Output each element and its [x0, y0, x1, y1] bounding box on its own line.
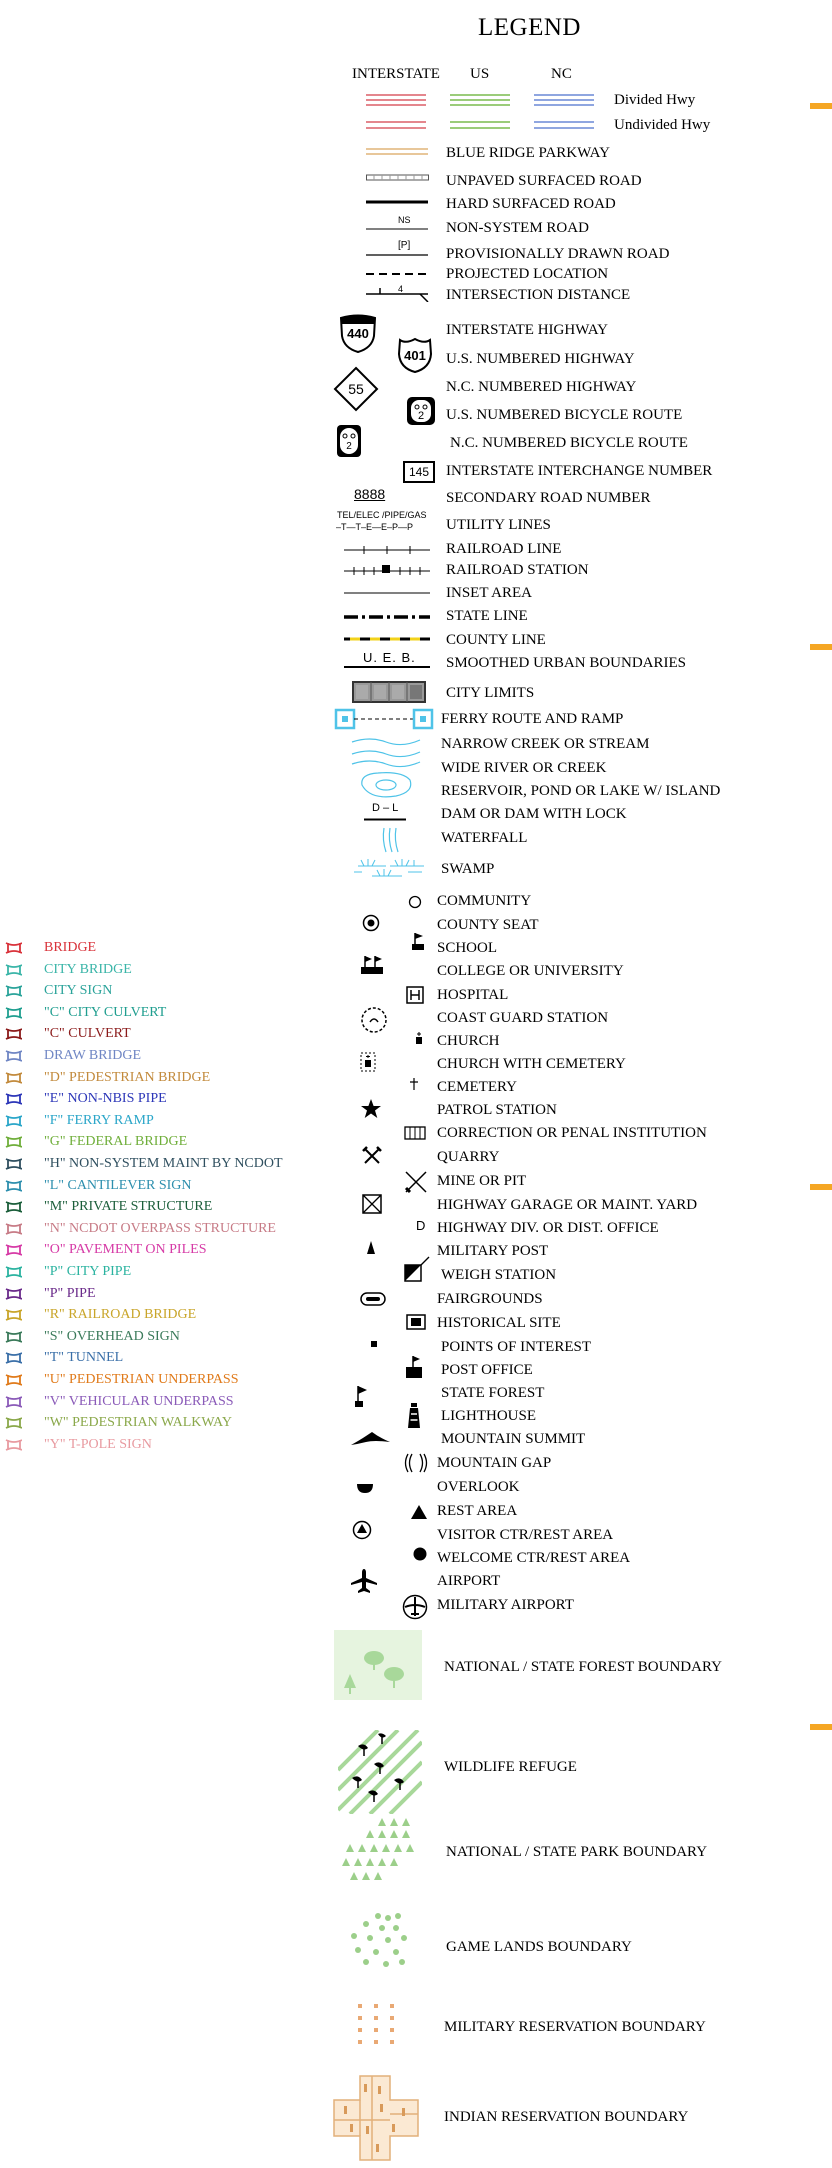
non-system-road-symbol	[366, 228, 430, 230]
bridge-legend-label: "E" NON-NBIS PIPE	[44, 1091, 167, 1107]
bridge-legend-label: "D" PEDESTRIAN BRIDGE	[44, 1069, 211, 1085]
label-secondary: SECONDARY ROAD NUMBER	[446, 490, 651, 506]
road-provisional: PROVISIONALLY DRAWN ROAD	[446, 246, 670, 262]
bridge-legend-label: "F" FERRY RAMP	[44, 1112, 154, 1128]
bridge-symbol-icon	[4, 1265, 22, 1279]
label-inset: INSET AREA	[446, 585, 532, 601]
parkway-symbol	[366, 147, 430, 157]
label-county-line: COUNTY LINE	[446, 632, 546, 648]
patrol-station-icon	[360, 1098, 382, 1120]
label-ueb: SMOOTHED URBAN BOUNDARIES	[446, 655, 687, 671]
bridge-symbol-icon	[4, 1438, 22, 1452]
distance-mark: 4	[398, 284, 404, 294]
interstate-shield-icon	[338, 312, 378, 354]
park-boundary-symbol	[340, 1816, 424, 1886]
label-gamelands: GAME LANDS BOUNDARY	[446, 1939, 632, 1955]
label-poi: POINTS OF INTEREST	[441, 1339, 592, 1355]
bridge-legend-label: "T" TUNNEL	[44, 1350, 124, 1366]
bridge-legend-label: "R" RAILROAD BRIDGE	[44, 1307, 197, 1323]
label-park: NATIONAL / STATE PARK BOUNDARY	[446, 1844, 708, 1860]
correction-icon	[404, 1126, 426, 1140]
bridge-legend-label: "N" NCDOT OVERPASS STRUCTURE	[44, 1220, 276, 1236]
secondary-road-number: 8888	[354, 486, 386, 502]
hospital-icon	[406, 986, 424, 1004]
label-reservoir: RESERVOIR, POND OR LAKE W/ ISLAND	[441, 783, 721, 799]
accent-mark	[810, 103, 832, 109]
label-nc-bike: N.C. NUMBERED BICYCLE ROUTE	[450, 435, 688, 451]
wildlife-refuge-symbol	[338, 1730, 422, 1814]
label-city-limits: CITY LIMITS	[446, 685, 535, 701]
road-non-system: NON-SYSTEM ROAD	[446, 220, 589, 236]
label-ferry: FERRY ROUTE AND RAMP	[441, 711, 624, 727]
hard-road-symbol	[366, 200, 430, 204]
state-line-symbol	[344, 614, 434, 620]
fairgrounds-icon	[360, 1292, 386, 1306]
railroad-line-symbol	[344, 544, 434, 556]
road-projected: PROJECTED LOCATION	[446, 266, 609, 282]
bridge-legend-label: "Y" T-POLE SIGN	[44, 1436, 152, 1452]
bridge-symbol-icon	[4, 1395, 22, 1409]
ueb-line-symbol	[344, 665, 434, 669]
label-community: COMMUNITY	[437, 893, 532, 909]
lighthouse-icon	[406, 1402, 422, 1430]
division-office-icon: D	[416, 1218, 426, 1233]
bridge-symbol-icon	[4, 1092, 22, 1106]
accent-mark	[810, 1724, 832, 1730]
label-church: CHURCH	[437, 1033, 500, 1049]
label-dam: DAM OR DAM WITH LOCK	[441, 806, 627, 822]
bridge-symbol-icon	[4, 1049, 22, 1063]
bridge-symbol-icon	[4, 1157, 22, 1171]
label-lighthouse: LIGHTHOUSE	[441, 1408, 536, 1424]
military-post-icon	[366, 1240, 376, 1256]
label-post-office: POST OFFICE	[441, 1362, 533, 1378]
bridge-symbol-icon	[4, 1287, 22, 1301]
label-us-hwy: U.S. NUMBERED HIGHWAY	[446, 351, 635, 367]
label-welcome: WELCOME CTR/REST AREA	[437, 1550, 631, 1566]
label-military-post: MILITARY POST	[437, 1243, 549, 1259]
swamp-icon	[354, 854, 428, 882]
bridge-symbol-icon	[4, 1330, 22, 1344]
bridge-symbol-icon	[4, 1308, 22, 1322]
ferry-route-symbol	[334, 708, 436, 730]
label-rest-area: REST AREA	[437, 1503, 518, 1519]
weigh-station-icon	[404, 1256, 430, 1282]
nc-bike-num: 2	[346, 441, 352, 452]
label-military-res: MILITARY RESERVATION BOUNDARY	[444, 2019, 706, 2035]
label-airport: AIRPORT	[437, 1573, 501, 1589]
us-shield-icon	[396, 336, 434, 374]
airport-icon	[350, 1568, 378, 1594]
bridge-legend-label: "H" NON-SYSTEM MAINT BY NCDOT	[44, 1156, 283, 1171]
projected-road-symbol	[366, 272, 430, 276]
bridge-legend-label: "C" CULVERT	[44, 1026, 131, 1042]
label-summit: MOUNTAIN SUMMIT	[441, 1431, 586, 1447]
legend-title: LEGEND	[478, 14, 581, 41]
inset-area-symbol	[344, 592, 434, 594]
bridge-symbol-icon	[4, 1222, 22, 1236]
p-mark: [P]	[398, 240, 411, 251]
visitor-center-icon	[352, 1520, 372, 1540]
bridge-symbol-icon	[4, 1179, 22, 1193]
quarry-icon	[362, 1146, 382, 1166]
mountain-summit-icon	[350, 1430, 392, 1446]
label-utility: UTILITY LINES	[446, 517, 551, 533]
coast-guard-icon	[360, 1006, 388, 1034]
bridge-legend-label: "V" VEHICULAR UNDERPASS	[44, 1393, 234, 1409]
accent-mark	[810, 644, 832, 650]
bridge-symbol-icon	[4, 1200, 22, 1214]
mine-icon	[404, 1170, 428, 1194]
unpaved-road-symbol	[366, 174, 430, 182]
bridge-symbol-icon	[4, 963, 22, 977]
bridge-legend-label: "G" FEDERAL BRIDGE	[44, 1134, 188, 1150]
church-cemetery-icon	[360, 1052, 376, 1072]
bridge-symbol-icon	[4, 1243, 22, 1257]
waterfall-icon	[380, 826, 404, 854]
label-visitor: VISITOR CTR/REST AREA	[437, 1527, 614, 1543]
label-waterfall: WATERFALL	[441, 830, 528, 846]
welcome-center-icon	[412, 1546, 428, 1562]
label-county-seat: COUNTY SEAT	[437, 917, 539, 933]
community-icon	[408, 895, 422, 909]
creek-symbol	[350, 734, 422, 748]
bridge-legend-label: CITY SIGN	[44, 983, 113, 999]
garage-icon	[362, 1194, 382, 1214]
interstate-shield-num: 440	[347, 326, 369, 341]
bridge-legend-label: "P" PIPE	[44, 1285, 96, 1301]
state-forest-icon	[354, 1384, 370, 1408]
label-weigh: WEIGH STATION	[441, 1267, 557, 1283]
county-seat-icon	[362, 914, 380, 932]
utility-bottom-mark: –T—T–E—E–P—P	[336, 522, 414, 532]
rest-area-icon	[410, 1504, 428, 1520]
post-office-icon	[404, 1354, 424, 1380]
ns-mark: NS	[398, 215, 411, 225]
city-limits-symbol	[352, 681, 426, 703]
road-hard: HARD SURFACED ROAD	[446, 196, 616, 212]
bridge-symbol-icon	[4, 1114, 22, 1128]
bridge-symbol-icon	[4, 984, 22, 998]
label-interstate-hwy: INTERSTATE HIGHWAY	[446, 322, 608, 338]
nc-shield-icon	[333, 366, 379, 412]
river-symbol	[350, 748, 422, 770]
label-state-forest: STATE FOREST	[441, 1385, 545, 1401]
label-mine: MINE OR PIT	[437, 1173, 527, 1189]
us-shield-num: 401	[404, 348, 426, 363]
label-wildlife: WILDLIFE REFUGE	[444, 1759, 577, 1775]
indian-reservation-symbol	[332, 2074, 420, 2162]
us-bike-num: 2	[417, 410, 425, 422]
reservoir-symbol	[356, 770, 416, 800]
dam-mark: D – L	[372, 802, 399, 814]
bridge-symbol-icon	[4, 1027, 22, 1041]
road-unpaved: UNPAVED SURFACED ROAD	[446, 173, 642, 189]
label-cemetery: CEMETERY	[437, 1079, 518, 1095]
undivided-hwy-label: Undivided Hwy	[614, 117, 711, 133]
bridge-symbol-icon	[4, 941, 22, 955]
label-state-line: STATE LINE	[446, 608, 528, 624]
road-intersection: INTERSECTION DISTANCE	[446, 287, 631, 303]
label-div-office: HIGHWAY DIV. OR DIST. OFFICE	[437, 1220, 659, 1236]
label-school: SCHOOL	[437, 940, 498, 956]
college-icon	[360, 954, 384, 976]
bridge-legend-label: "U" PEDESTRIAN UNDERPASS	[44, 1372, 239, 1387]
cemetery-icon	[408, 1076, 420, 1092]
interchange-number-box: 145	[403, 461, 435, 483]
school-icon	[412, 931, 426, 951]
label-quarry: QUARRY	[437, 1149, 500, 1165]
label-gap: MOUNTAIN GAP	[437, 1455, 552, 1471]
bridge-legend-label: "L" CANTILEVER SIGN	[44, 1177, 192, 1193]
bridge-legend-label: CITY BRIDGE	[44, 961, 132, 977]
bridge-symbol-icon	[4, 1135, 22, 1149]
ueb-mark: U. E. B.	[363, 650, 416, 665]
mountain-gap-icon	[404, 1452, 428, 1474]
bridge-legend-label: "M" PRIVATE STRUCTURE	[44, 1199, 213, 1215]
header-interstate: INTERSTATE	[352, 66, 440, 82]
bridge-symbol-icon	[4, 1351, 22, 1365]
bridge-legend-label: "P" CITY PIPE	[44, 1264, 132, 1279]
label-river: WIDE RIVER OR CREEK	[441, 760, 607, 776]
road-parkway: BLUE RIDGE PARKWAY	[446, 145, 610, 161]
label-forest: NATIONAL / STATE FOREST BOUNDARY	[444, 1659, 722, 1675]
label-overlook: OVERLOOK	[437, 1479, 520, 1495]
label-historical: HISTORICAL SITE	[437, 1315, 561, 1331]
bridge-legend-label: "W" PEDESTRIAN WALKWAY	[44, 1415, 232, 1431]
label-patrol: PATROL STATION	[437, 1102, 557, 1118]
label-church-cemetery: CHURCH WITH CEMETERY	[437, 1056, 626, 1072]
label-garage: HIGHWAY GARAGE OR MAINT. YARD	[437, 1197, 698, 1213]
forest-boundary-symbol	[334, 1630, 422, 1700]
nc-shield-num: 55	[348, 381, 364, 397]
label-railroad: RAILROAD LINE	[446, 541, 562, 557]
bridge-legend-label: BRIDGE	[44, 940, 97, 955]
label-hospital: HOSPITAL	[437, 987, 509, 1003]
label-indian-res: INDIAN RESERVATION BOUNDARY	[444, 2109, 689, 2125]
military-airport-icon	[402, 1594, 428, 1620]
label-swamp: SWAMP	[441, 861, 495, 877]
dam-symbol	[364, 818, 408, 821]
label-mil-airport: MILITARY AIRPORT	[437, 1597, 574, 1613]
header-nc: NC	[551, 66, 572, 82]
provisional-road-symbol	[366, 254, 430, 256]
bridge-legend-label: "S" OVERHEAD SIGN	[44, 1328, 180, 1344]
header-us: US	[470, 66, 490, 82]
historical-site-icon	[406, 1314, 426, 1330]
overlook-icon	[356, 1482, 374, 1494]
label-coast-guard: COAST GUARD STATION	[437, 1010, 609, 1026]
military-reservation-symbol	[356, 2002, 400, 2054]
railroad-station-symbol	[344, 562, 434, 576]
label-interchange: INTERSTATE INTERCHANGE NUMBER	[446, 463, 713, 479]
church-icon	[414, 1030, 424, 1046]
label-rr-station: RAILROAD STATION	[446, 562, 589, 578]
bridge-symbol-icon	[4, 1416, 22, 1430]
bridge-legend-label: DRAW BRIDGE	[44, 1048, 142, 1063]
bridge-legend-label: "C" CITY CULVERT	[44, 1004, 167, 1020]
game-lands-symbol	[344, 1912, 414, 1972]
label-correction: CORRECTION OR PENAL INSTITUTION	[437, 1125, 707, 1141]
divided-hwy-label: Divided Hwy	[614, 92, 696, 108]
bridge-symbol-icon	[4, 1373, 22, 1387]
county-line-symbol	[344, 636, 434, 642]
label-creek: NARROW CREEK OR STREAM	[441, 736, 650, 752]
bridge-legend-label: "O" PAVEMENT ON PILES	[44, 1242, 207, 1258]
us-bike-shield-icon	[406, 396, 436, 426]
poi-icon	[370, 1340, 378, 1348]
utility-top-mark: TEL/ELEC /PIPE/GAS	[337, 510, 427, 520]
nc-bike-shield-icon	[336, 424, 362, 458]
bridge-symbol-icon	[4, 1071, 22, 1085]
label-college: COLLEGE OR UNIVERSITY	[437, 963, 624, 979]
label-us-bike: U.S. NUMBERED BICYCLE ROUTE	[446, 407, 683, 423]
bridge-symbol-icon	[4, 1006, 22, 1020]
label-fair: FAIRGROUNDS	[437, 1291, 543, 1307]
label-nc-hwy: N.C. NUMBERED HIGHWAY	[446, 379, 637, 395]
accent-mark	[810, 1184, 832, 1190]
